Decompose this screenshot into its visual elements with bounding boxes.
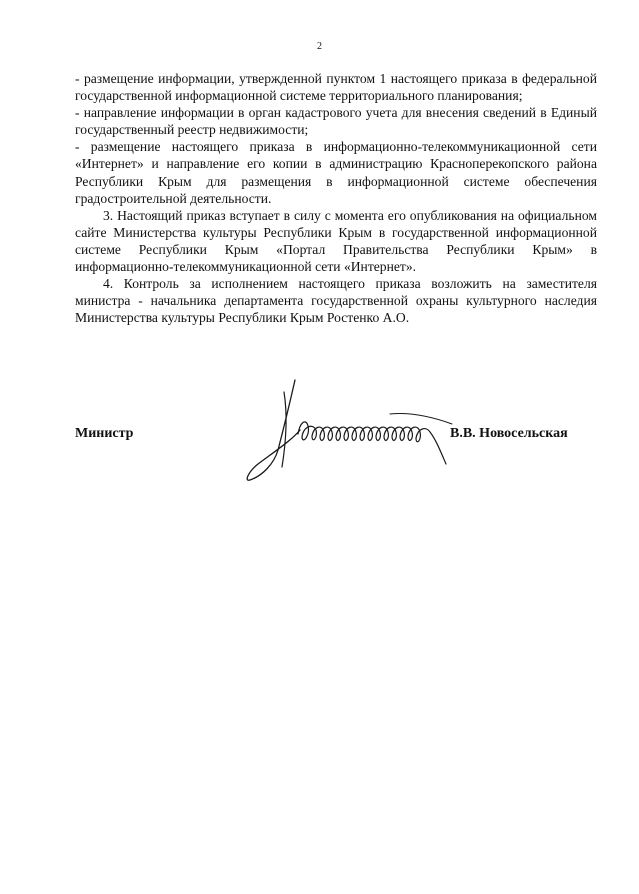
document-body — [75, 70, 597, 326]
handwritten-signature — [240, 372, 470, 487]
signature-block — [0, 372, 639, 492]
signer-name: В.В. Новосельская — [450, 426, 568, 441]
page-number: 2 — [317, 41, 322, 52]
signer-title: Министр — [75, 426, 134, 441]
paragraph-bullet-internet-publication: - размещение настоящего приказа в информационно-телекоммуникационной сети «Интернет» и направление его копии в администрацию Красноперекопского района Республики Крым для размещения в информационной системе обеспечения градостроительной деятельности. — [75, 139, 597, 206]
paragraph-bullet-cadastral-registry: - направление информации в орган кадастрового учета для внесения сведений в Единый государственный реестр недвижимости; — [75, 105, 597, 138]
paragraph-item-3-effective-date: 3. Настоящий приказ вступает в силу с момента его опубликования на официальном сайте Министерства культуры Республики Крым в государственной информационной системе Республики Крым «Портал Правительства Республики Крым» в информационно-телекоммуникационной сети «Интернет». — [75, 207, 597, 275]
paragraph-bullet-territorial-planning: - размещение информации, утвержденной пунктом 1 настоящего приказа в федеральной государственной информационной системе территориального планирования; — [75, 71, 597, 104]
paragraph-item-4-control: 4. Контроль за исполнением настоящего приказа возложить на заместителя министра - начальника департамента государственной охраны культурного наследия Министерства культуры Республики Крым Ростенко А.О. — [75, 276, 597, 326]
